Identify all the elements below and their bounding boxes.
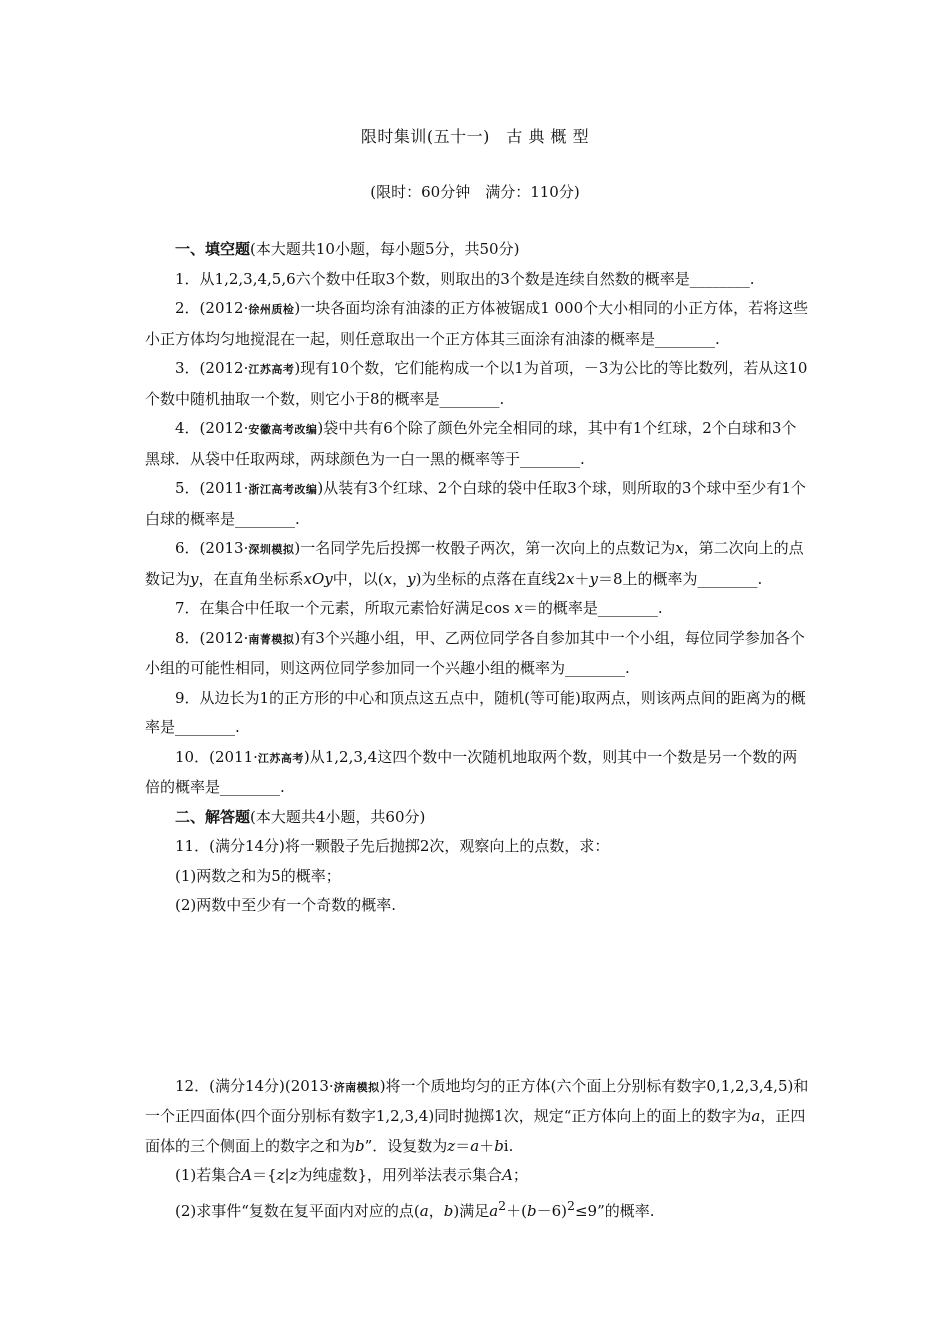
q6-prefix: 6．(2013· xyxy=(175,539,249,557)
q8-source: 南菁模拟 xyxy=(248,632,295,646)
q12-p1-var-z2: z xyxy=(289,1166,298,1184)
question-2 xyxy=(145,294,810,354)
q5-text: )从装有3个红球、2个白球的袋中任取3个球，则所取的3个球中至少有1个白球的概率是________. xyxy=(145,479,806,528)
q12-var-b: b xyxy=(355,1136,365,1155)
q12-p1-text-4: 为纯虚数}，用列举法表示集合 xyxy=(297,1166,503,1184)
q2-text: )一块各面均涂有油漆的正方体被锯成1 000个大小相同的小正方体，若将这些小正方体均匀地搅混在一起，则任意取出一个正方体其三面涂有油漆的概率是________. xyxy=(145,299,809,348)
q4-prefix: 4．(2012· xyxy=(175,419,249,437)
q3-text: )现有10个数，它们能构成一个以1为首项，－3为公比的等比数列，若从这10个数中随机抽取一个数，则它小于8的概率是________. xyxy=(145,359,808,408)
q12-p1-var-a: A xyxy=(241,1166,253,1184)
section-1-title: 一、填空题 xyxy=(175,240,251,258)
q12-p1-text-1: (1)若集合 xyxy=(175,1166,242,1184)
q6-text-7: ＋ xyxy=(574,569,590,588)
q12-var-b2: b xyxy=(494,1136,504,1155)
page-subtitle: (限时：60分钟 满分：110分) xyxy=(370,183,580,201)
q12-text-5: ＋ xyxy=(479,1136,495,1155)
q12-text-3: ”．设复数为 xyxy=(364,1136,448,1155)
q12-p2-text-4: ＋( xyxy=(506,1201,527,1220)
page-title: 限时集训(五十一) 古 典 概 型 xyxy=(360,127,590,146)
q5-source: 浙江高考改编 xyxy=(248,483,318,496)
q12-text-6: i. xyxy=(503,1136,514,1155)
question-6 xyxy=(145,534,810,594)
q6-var-xoy: xOy xyxy=(303,569,333,588)
q12-p2-var-b2: b xyxy=(526,1201,537,1220)
q4-text: )袋中共有6个除了颜色外完全相同的球，其中有1个红球，2个白球和3个黑球．从袋中任取两球，两球颜色为一白一黑的概率等于________. xyxy=(145,419,797,468)
q6-var-x2: x xyxy=(383,569,393,588)
q12-source: 济南模拟 xyxy=(333,1080,380,1094)
section-2-heading xyxy=(145,803,810,833)
q6-text-3: ，在直角坐标系 xyxy=(198,569,304,588)
q6-text-1: )一名同学先后投掷一枚骰子两次，第一次向上的点数记为 xyxy=(294,539,676,557)
q12-p2-text-3: )满足 xyxy=(453,1201,490,1220)
q12-p2-var-b: b xyxy=(443,1201,454,1220)
q12-p1-text-5: ； xyxy=(512,1166,528,1184)
section-1-heading xyxy=(145,235,810,265)
q6-var-x: x xyxy=(675,539,684,557)
q12-prefix: 12．(满分14分)(2013· xyxy=(175,1076,334,1095)
q7-var-x: x xyxy=(514,599,523,617)
q12-p2-sup-2: 2 xyxy=(567,1197,575,1213)
q12-p2-var-a2: a xyxy=(489,1201,499,1220)
document-content xyxy=(145,235,810,1226)
q5-prefix: 5．(2011· xyxy=(175,479,249,497)
q12-p2-text-2: ， xyxy=(428,1201,444,1220)
q6-text-5: ， xyxy=(392,569,408,588)
q12-text-4: ＝ xyxy=(455,1136,471,1155)
q12-text-1: )将一个质地均匀的正方体(六个面上分别标有数字0,1,2,3,4,5)和一个正四面体(四个面分别标有数字1,2,3,4)同时抛掷1次，规定“正方体向上的面上的数字为 xyxy=(145,1076,809,1125)
q12-text-2: ，正四面体的三个侧面上的数字之和为 xyxy=(145,1107,806,1155)
question-5 xyxy=(145,474,810,534)
question-3 xyxy=(145,354,810,414)
q12-p1-text-2: ＝{ xyxy=(252,1166,277,1184)
q12-p1-var-z: z xyxy=(276,1166,285,1184)
q10-text: )从1,2,3,4这四个数中一次随机地取两个数，则其中一个数是另一个数的两倍的概率是________. xyxy=(145,747,798,796)
q6-var-y2: y xyxy=(407,569,416,588)
q2-prefix: 2．(2012· xyxy=(175,299,249,317)
section-2-desc: (本大题共4小题，共60分) xyxy=(250,807,426,826)
q12-var-a: a xyxy=(751,1107,761,1125)
q6-var-x3: x xyxy=(565,569,575,588)
q12-var-a2: a xyxy=(470,1136,480,1155)
question-12-part-1 xyxy=(145,1161,810,1191)
q7-text-2: ＝的概率是________. xyxy=(522,599,663,617)
q12-p2-text-6: ≤9”的概率. xyxy=(574,1201,655,1220)
q4-source: 安徽高考改编 xyxy=(248,423,318,436)
q12-p2-text-5: －6) xyxy=(536,1201,567,1220)
question-11-part-1: (1)两数之和为5的概率； xyxy=(175,866,341,885)
q6-text-2: ，第二次向上的点数记为 xyxy=(145,539,804,588)
question-4 xyxy=(145,414,810,474)
question-12-part-2 xyxy=(145,1191,810,1227)
q8-text: )有3个兴趣小组，甲、乙两位同学各自参加其中一个小组，每位同学参加各个小组的可能性相同，则这两位同学参加同一个兴趣小组的概率为________. xyxy=(145,628,805,677)
q7-text-1: 7．在集合中任取一个元素，所取元素恰好满足cos xyxy=(175,599,515,617)
section-2-title: 二、解答题 xyxy=(175,807,251,826)
q12-p2-text-1: (2)求事件“复数在复平面内对应的点( xyxy=(175,1201,420,1220)
q10-prefix: 10．(2011· xyxy=(175,747,258,766)
q6-var-y3: y xyxy=(589,569,598,588)
q12-p2-var-a: a xyxy=(419,1201,429,1220)
q6-var-y: y xyxy=(190,569,199,588)
question-10 xyxy=(145,743,810,803)
q12-p2-sup-1: 2 xyxy=(498,1197,507,1213)
q8-prefix: 8．(2012· xyxy=(175,628,249,647)
q10-source: 江苏高考 xyxy=(257,751,304,765)
question-1: 1．从1,2,3,4,5,6六个数中任取3个数，则取出的3个数是连续自然数的概率是________. xyxy=(175,269,755,288)
q12-var-z: z xyxy=(447,1136,456,1155)
question-12 xyxy=(145,1072,810,1162)
q3-prefix: 3．(2012· xyxy=(175,359,249,377)
q12-p1-text-3: | xyxy=(284,1166,290,1184)
q3-source: 江苏高考 xyxy=(248,363,295,376)
q12-p1-var-a2: A xyxy=(502,1166,513,1184)
q2-source: 徐州质检 xyxy=(248,303,295,316)
question-11-part-2: (2)两数中至少有一个奇数的概率. xyxy=(175,896,397,914)
question-8 xyxy=(145,624,810,684)
answer-space xyxy=(145,921,810,1072)
q6-text-6: )为坐标的点落在直线2 xyxy=(415,569,566,588)
section-1-desc: (本大题共10小题，每小题5分，共50分) xyxy=(250,240,520,258)
q6-text-4: 中，以( xyxy=(332,569,384,588)
q6-source: 深圳模拟 xyxy=(248,543,295,556)
question-7 xyxy=(145,594,810,624)
question-9: 9．从边长为1的正方形的中心和顶点这五点中，随机(等可能)取两点，则该两点间的距离为的概率是________. xyxy=(145,688,806,736)
q6-text-8: ＝8上的概率为________. xyxy=(597,569,763,588)
question-11: 11．(满分14分)将一颗骰子先后抛掷2次，观察向上的点数，求： xyxy=(175,837,610,855)
